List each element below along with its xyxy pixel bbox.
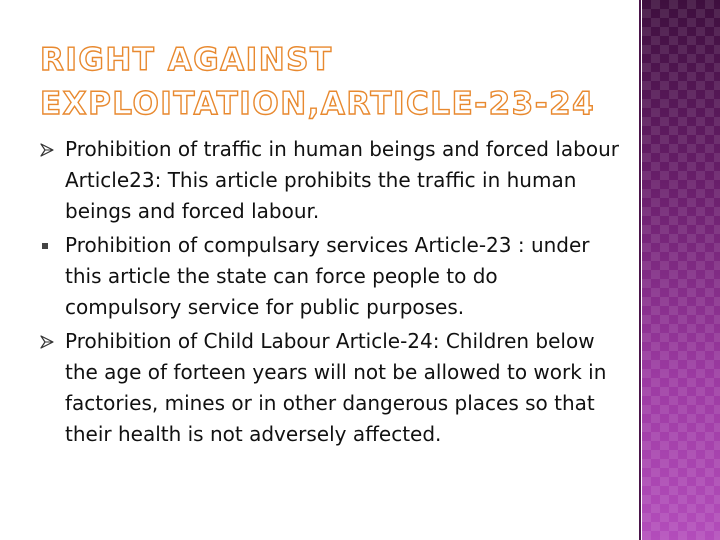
bullet-text-3: Prohibition of Child Labour Article-24: Children below the age of forteen years will not be allowed to work in factories, mines or in other dangerous places so that their health is not adversely affected. (65, 329, 607, 446)
side-divider (639, 0, 641, 540)
bullet-text-1: Prohibition of traffic in human beings and forced labour Article23: This article prohibits the traffic in human beings and forced labour. (65, 137, 619, 223)
decorative-side-panel (642, 0, 720, 540)
slide-title: RIGHT AGAINST EXPLOITATION,ARTICLE-23-24 (40, 42, 596, 122)
bullet-item-3 (40, 326, 620, 450)
bullet-text-2: Prohibition of compulsary services Article-23 : under this article the state can force people to do compulsory service for public purposes. (65, 233, 590, 319)
arrow-bullet-icon (40, 326, 60, 357)
bullet-list (40, 134, 620, 453)
bullet-item-2 (40, 230, 620, 323)
arrow-bullet-icon (40, 134, 60, 165)
square-bullet-icon (40, 230, 60, 261)
bullet-item-1 (40, 134, 620, 227)
